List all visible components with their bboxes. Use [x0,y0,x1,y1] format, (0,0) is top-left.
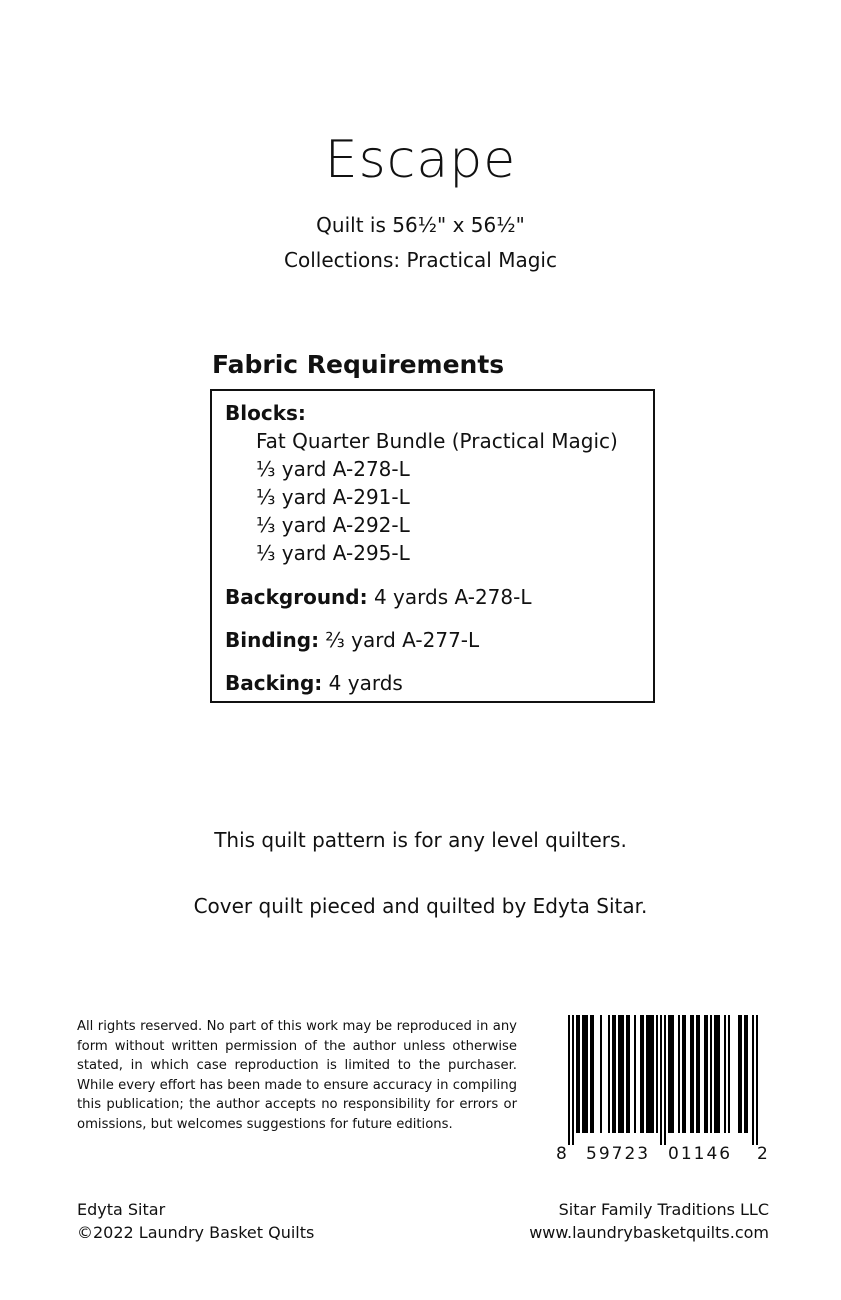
barcode-bar [752,1015,754,1145]
barcode-bar [740,1015,742,1133]
barcode-bar [576,1015,578,1133]
barcode-bar [718,1015,720,1133]
barcode-bar [600,1015,602,1133]
barcode [548,1015,773,1170]
barcode-bar [648,1015,650,1133]
barcode-bar [698,1015,700,1133]
footer-website: www.laundrybasketquilts.com [529,1223,769,1242]
barcode-bar [706,1015,708,1133]
barcode-bar [672,1015,674,1133]
barcode-bar [756,1015,758,1145]
barcode-left-group: 59723 [586,1144,651,1164]
barcode-bar [586,1015,588,1133]
footer-company: Sitar Family Traditions LLC [558,1200,769,1219]
barcode-bar [670,1015,672,1133]
barcode-bar [646,1015,648,1133]
barcode-right-group: 01146 [668,1144,733,1164]
background-value: 4 yards A-278-L [367,585,532,609]
barcode-bar [724,1015,726,1133]
blocks-item: Fat Quarter Bundle (Practical Magic) [256,429,618,453]
barcode-bar [578,1015,580,1133]
footer-copyright: ©2022 Laundry Basket Quilts [77,1223,315,1242]
fabric-requirements-box [210,389,655,703]
collections-line: Collections: Practical Magic [284,248,557,272]
barcode-bar [716,1015,718,1133]
barcode-check-digit: 2 [757,1144,768,1164]
barcode-bar [668,1015,670,1133]
credit-note: Cover quilt pieced and quilted by Edyta Sitar. [193,894,648,918]
background-label: Background: [225,585,368,609]
legal-notice: All rights reserved. No part of this work may be reproduced in any form without written permission of the author unless otherwise stated, in which case reproduction is limited to the purchaser. While every effort has been made to ensure accuracy in compiling this publication; the author accepts no responsibility for errors or omissions, but welcomes suggestions for future editions. [77,1019,517,1132]
barcode-bar [692,1015,694,1133]
barcode-bar [614,1015,616,1133]
barcode-bar [622,1015,624,1133]
barcode-bar [650,1015,652,1133]
footer-left [77,1198,314,1244]
barcode-bar [590,1015,592,1133]
barcode-bar [568,1015,570,1145]
barcode-bar [618,1015,620,1133]
binding-value: ⅔ yard A-277-L [319,628,480,652]
barcode-bar [678,1015,680,1133]
barcode-bar [626,1015,628,1133]
fabric-requirements-heading: Fabric Requirements [212,350,505,379]
barcode-bar [690,1015,692,1133]
page-title: Escape [324,130,517,190]
barcode-bar [696,1015,698,1133]
barcode-bar [682,1015,684,1133]
barcode-bar [608,1015,610,1133]
barcode-bar [660,1015,662,1145]
barcode-bar [628,1015,630,1133]
binding-line [225,628,479,652]
barcode-bar [642,1015,644,1133]
barcode-bar [746,1015,748,1133]
barcode-bar [612,1015,614,1133]
barcode-bar [584,1015,586,1133]
barcode-bar [664,1015,666,1145]
barcode-bar [592,1015,594,1133]
barcode-bar [634,1015,636,1133]
barcode-bar [710,1015,712,1133]
barcode-bar [728,1015,730,1133]
barcode-bar [744,1015,746,1133]
barcode-bar [656,1015,658,1133]
footer-right [529,1198,769,1244]
barcode-bar [684,1015,686,1133]
barcode-bar [714,1015,716,1133]
blocks-item: ⅓ yard A-292-L [256,513,410,537]
footer-author: Edyta Sitar [77,1200,166,1219]
blocks-item: ⅓ yard A-295-L [256,541,410,565]
binding-label: Binding: [225,628,320,652]
barcode-lead-digit: 8 [556,1144,567,1164]
backing-label: Backing: [225,671,323,695]
barcode-bar [640,1015,642,1133]
barcode-bar [652,1015,654,1133]
level-note: This quilt pattern is for any level quilters. [214,828,627,852]
blocks-label: Blocks: [225,401,306,425]
blocks-item: ⅓ yard A-291-L [256,485,410,509]
barcode-bar [738,1015,740,1133]
barcode-bars [548,1015,773,1145]
blocks-item: ⅓ yard A-278-L [256,457,410,481]
backing-line [225,671,403,695]
barcode-bar [620,1015,622,1133]
barcode-bar [704,1015,706,1133]
barcode-bar [572,1015,574,1145]
background-line [225,585,531,609]
backing-value: 4 yards [322,671,403,695]
barcode-bar [582,1015,584,1133]
quilt-size: Quilt is 56½" x 56½" [316,213,525,237]
